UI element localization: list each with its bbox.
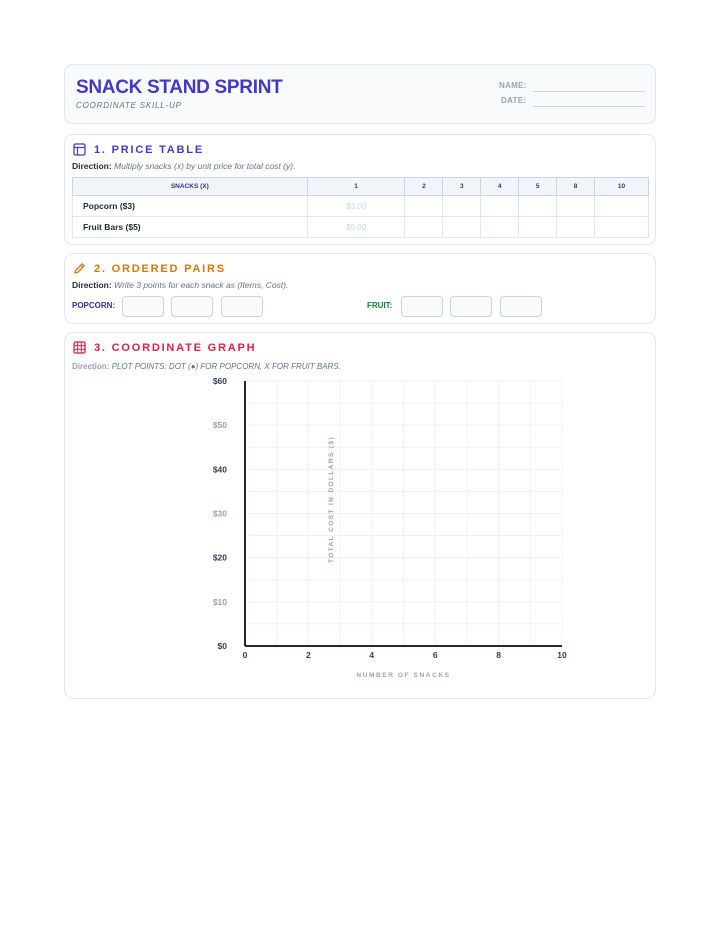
x-tick-label: 8 [496,650,501,660]
section-title: 3. COORDINATE GRAPH [94,341,257,354]
price-table-heading [73,143,204,156]
answer-cell[interactable] [519,196,557,217]
price-table-section [64,134,656,245]
direction-text: Direction: Multiply snacks (x) by unit price for total cost (y). [72,161,296,171]
answer-cell[interactable] [443,217,481,238]
x-tick-label: 10 [557,650,567,660]
column-header: 5 [519,178,557,196]
y-tick-label: $30 [212,508,227,519]
example-cell: $3.00 [307,196,405,217]
section-title: 2. ORDERED PAIRS [94,262,226,275]
column-header: 3 [443,178,481,196]
answer-cell[interactable] [557,217,595,238]
direction-text: Direction: PLOT POINTS: DOT (●) FOR POPCORN, X FOR FRUIT BARS. [72,362,341,371]
answer-cell[interactable] [481,196,519,217]
fruit-pair-input-1[interactable] [401,296,443,317]
answer-cell[interactable] [405,217,443,238]
table-row [73,196,649,217]
row-label: Fruit Bars ($5) [73,217,308,238]
y-tick-label: $0 [217,641,227,651]
column-header: 1 [307,178,405,196]
date-label: DATE: [501,96,527,105]
column-header: 2 [405,178,443,196]
coordinate-graph-section [64,332,656,699]
name-field[interactable] [533,91,645,92]
popcorn-pair-input-2[interactable] [171,296,213,317]
popcorn-pair-input-1[interactable] [122,296,164,317]
y-axis-label: TOTAL COST IN DOLLARS ($) [328,435,335,564]
popcorn-pair-input-3[interactable] [221,296,263,317]
worksheet-header [64,64,656,124]
y-tick-label: $10 [212,596,227,607]
y-tick-label: $50 [212,420,227,431]
ordered-pairs-section [64,253,656,324]
y-tick-label: $60 [212,376,227,386]
worksheet-title: SNACK STAND SPRINT [76,77,283,98]
fruit-pair-input-2[interactable] [450,296,492,317]
answer-cell[interactable] [557,196,595,217]
price-table [72,177,649,238]
column-header: SNACKS (X) [73,178,308,196]
column-header: 10 [595,178,649,196]
x-tick-label: 4 [369,650,375,660]
table-icon [73,143,86,156]
answer-cell[interactable] [595,217,649,238]
section-title: 1. PRICE TABLE [94,143,204,156]
answer-cell[interactable] [443,196,481,217]
column-header: 4 [481,178,519,196]
fruit-pair-input-3[interactable] [500,296,542,317]
worksheet-subtitle: COORDINATE SKILL-UP [76,101,182,110]
x-tick-label: 6 [432,650,438,660]
ordered-pairs-heading [73,262,226,275]
example-cell: $5.00 [307,217,405,238]
x-axis-label: NUMBER OF SNACKS [356,672,451,679]
row-label: Popcorn ($3) [73,196,308,217]
answer-cell[interactable] [481,217,519,238]
direction-text: Direction: Write 3 points for each snack as (Items, Cost). [72,280,289,290]
popcorn-label: POPCORN: [72,301,116,310]
y-tick-label: $20 [212,552,227,563]
answer-cell[interactable] [595,196,649,217]
pencil-icon [73,262,86,275]
y-tick-label: $40 [212,464,227,475]
table-row [73,217,649,238]
coordinate-graph[interactable] [65,333,657,700]
date-field[interactable] [533,106,645,107]
table-header-row [73,178,649,196]
x-tick-label: 2 [306,650,311,660]
name-label: NAME: [499,81,527,90]
answer-cell[interactable] [519,217,557,238]
x-tick-label: 0 [242,650,248,660]
column-header: 8 [557,178,595,196]
answer-cell[interactable] [405,196,443,217]
fruit-label: FRUIT: [367,301,393,310]
